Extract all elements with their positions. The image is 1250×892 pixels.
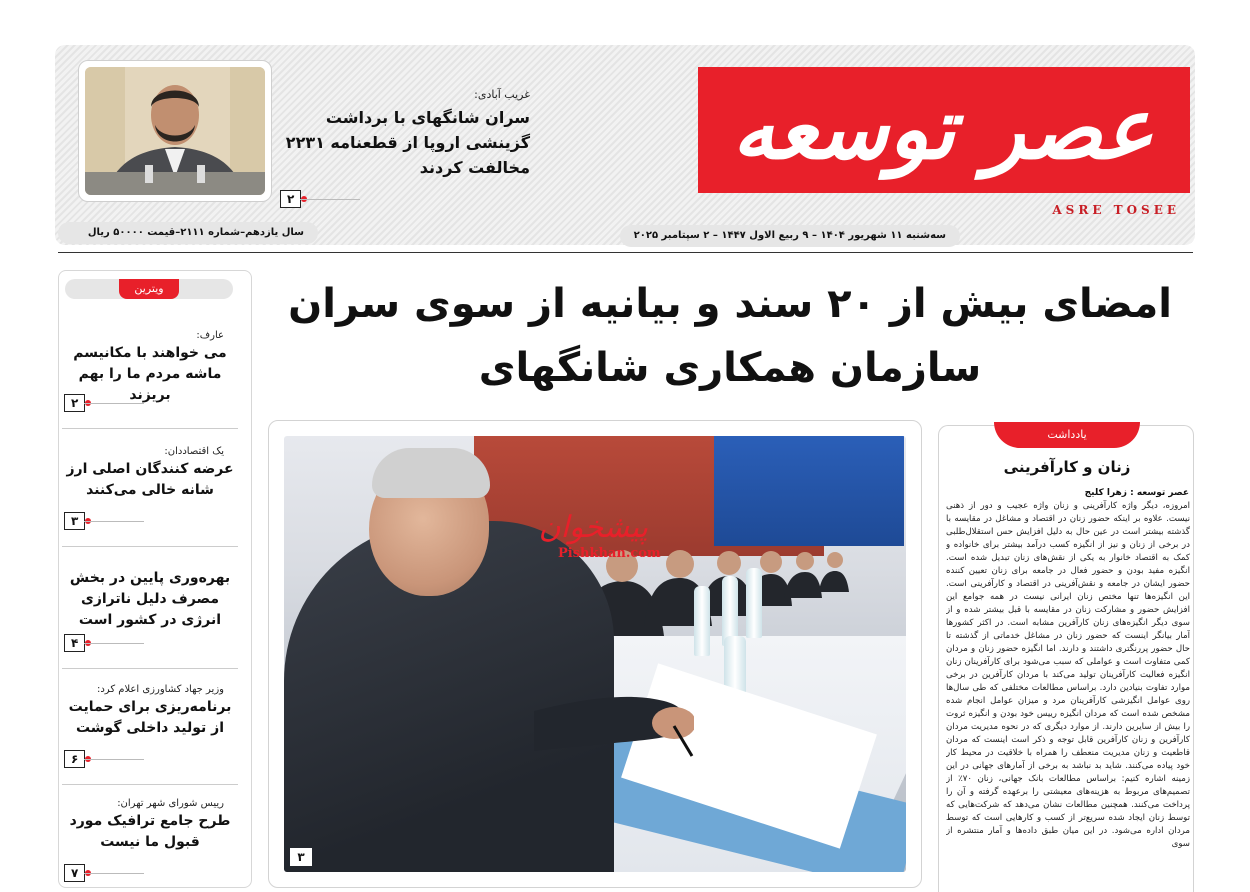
sidebar-item-3-page-ref[interactable]: ۴: [64, 634, 85, 652]
sidebar-item-4-page-ref[interactable]: ۶: [64, 750, 85, 768]
sidebar-item-kicker: وزیر جهاد کشاورزی اعلام کرد:: [96, 684, 224, 695]
sidebar-item-title[interactable]: طرح جامع ترافیک مورد قبول ما نیست: [69, 813, 231, 850]
sidebar-item-5[interactable]: [62, 798, 238, 853]
photo-hand-signing: [534, 671, 694, 761]
header-lead-kicker: غریب آبادی:: [474, 88, 530, 101]
sidebar-item-4[interactable]: [62, 684, 238, 739]
header-lead-title[interactable]: سران شانگهای با برداشت گزینشی اروپا از قطعنامه ۲۲۳۱ مخالفت کردند: [285, 108, 530, 177]
editorial-tab: یادداشت: [994, 422, 1140, 448]
sidebar-item-title[interactable]: می خواهند با مکانیسم ماشه مردم ما را بهم بریزند: [73, 345, 227, 403]
sidebar-item-2-page-ref[interactable]: ۳: [64, 512, 85, 530]
header-portrait-frame[interactable]: [78, 60, 272, 202]
photo-bottle: [746, 568, 762, 638]
portrait-illustration: [85, 67, 265, 195]
sidebar-divider: [62, 546, 238, 547]
issue-info: سال یازدهم–شماره ۲۱۱۱–قیمت ۵۰۰۰۰ ریال: [58, 222, 318, 244]
dateline: سه‌شنبه ۱۱ شهریور ۱۴۰۴ – ۹ ربیع الاول ۱۴۴۷ – ۲ سپتامبر ۲۰۲۵: [620, 225, 960, 247]
main-headline-line2: سازمان همکاری شانگهای: [478, 345, 982, 391]
main-headline-line1: امضای بیش از ۲۰ سند و بیانیه از سوی سران: [288, 281, 1172, 327]
editorial-byline: عصر توسعه : زهرا کلیج: [1084, 488, 1189, 498]
sidebar-item-kicker: رییس شورای شهر تهران:: [117, 798, 224, 809]
main-photo-page-ref[interactable]: ۳: [290, 848, 312, 866]
sidebar-tab-label: ویترین: [119, 279, 179, 299]
sidebar-item-2[interactable]: [62, 446, 238, 501]
sidebar-divider: [62, 784, 238, 785]
pishkhan-watermark: [538, 510, 661, 561]
watermark-en: Pishkhan.com: [558, 546, 661, 561]
masthead-rule: [58, 252, 1193, 253]
sidebar-item-kicker: عارف:: [196, 330, 224, 341]
main-photo: [284, 436, 906, 872]
logo-text: عصر توسعه: [732, 79, 1154, 178]
watermark-fa: پیشخوان: [538, 510, 648, 545]
main-headline[interactable]: [270, 272, 1190, 400]
sidebar-divider: [62, 428, 238, 429]
sidebar-item-5-page-ref[interactable]: ۷: [64, 864, 85, 882]
main-photo-frame[interactable]: [268, 420, 922, 888]
sidebar-item-title[interactable]: عرضه کنندگان اصلی ارز شانه خالی می‌کنند: [66, 461, 234, 498]
sidebar-divider: [62, 668, 238, 669]
logo-latin-text: ASRE TOSEE: [1052, 203, 1180, 217]
newspaper-logo[interactable]: [698, 67, 1190, 193]
header-lead-page-ref[interactable]: ۲: [280, 190, 301, 208]
sidebar-item-title[interactable]: بهره‌وری پایین در بخش مصرف دلیل ناترازی انرژی در کشور است: [69, 570, 231, 628]
sidebar-item-1[interactable]: [62, 330, 238, 406]
sidebar-item-kicker: یک اقتصاددان:: [164, 446, 224, 457]
header-lead-story[interactable]: [280, 88, 530, 180]
editorial-body: امروزه، دیگر واژه کارآفرینی و زنان واژه عجیب و دور از ذهنی نیست. علاوه بر اینکه حضور زنان در اقتصاد و مشاغل در مقایسه با گذشته بیشتر است در عین حال به دلیل افزایش حس استقلال‌طلبی در برخی از زنان و نیز از انگیزه کسب درآمد بیشتر برای خانواده و کمک به اقتصاد خانوار به یکی از نقش‌های زنان تبدیل شده است. انگیزه مفید بودن و حضور فعال در جامعه برای زنان تعیین کننده حضور ایشان در جامعه و نقش‌آفرینی در اقتصاد و کارآفرینی است. این انگیزه‌ها تنها مختص زنان ایرانی نیست در همه جوامع این افزایش حضور و مشارکت زنان در مقایسه با قبل بیشتر شده و از سوی دیگر انگیزه‌های زنان کارآفرین مشابه است. در اکثر کشورها آمار بیانگر اینست که حضور زنان در مشاغل خدماتی از گذشته تا حال حضور پررنگتری داشتند و دارند. اما انگیزه حضور زنان و مردان کمی متفاوت است و عواملی که سبب می‌شود برای کارآفرینان زنان انگیزه فعالیت کارآفرینان تولید می‌کند با مردان کارآفرین در برخی موارد تفاوت بنیادین دارد. براساس مطالعات مختلفی که طی سال‌ها روی عوامل انگیزشی کارآفرینان مرد و میزان عوامل انجام شده مشخص شده است که مردان انگیزه رییس خود بودن و انگیزه ثروت را بیش از سایرین دارند. از موارد دیگری که در نحوه مدیریت مردان کارآفرین و زنان کارآفرین قابل توجه و ذکر است اینست که مردان قاطعیت و زنان مدیریت منعطف را همراه با خلاقیت در محیط کار خود پیاده می‌کنند. شاید بد نباشد به برخی از آمارهای جهانی در این زمینه اشاره کنیم: براساس مطالعات بانک جهانی، زنان ۷۰٪ از تصمیم‌های مربوط به هزینه‌های معیشتی را برعهده گرفته و آن را پرداخت می‌کنند. همچنین مطالعات نشان می‌دهد که شرکت‌هایی که توسط زنان ایجاد شده سریع‌تر از کسب و کارهایی است که توسط مردان اداره می‌شود. در این میان طبق داده‌ها و آمار منتشره از سوی: [946, 501, 1190, 849]
sidebar-item-3[interactable]: [62, 566, 238, 631]
sidebar-tab: [65, 279, 233, 299]
photo-man-hair: [372, 448, 490, 498]
editorial-title[interactable]: زنان و کارآفرینی: [1003, 458, 1131, 476]
header-portrait-photo: [85, 67, 265, 195]
sidebar-item-title[interactable]: برنامه‌ریزی برای حمایت از تولید داخلی گوشت: [68, 699, 232, 736]
sidebar-item-1-page-ref[interactable]: ۲: [64, 394, 85, 412]
photo-bottle: [694, 586, 710, 656]
